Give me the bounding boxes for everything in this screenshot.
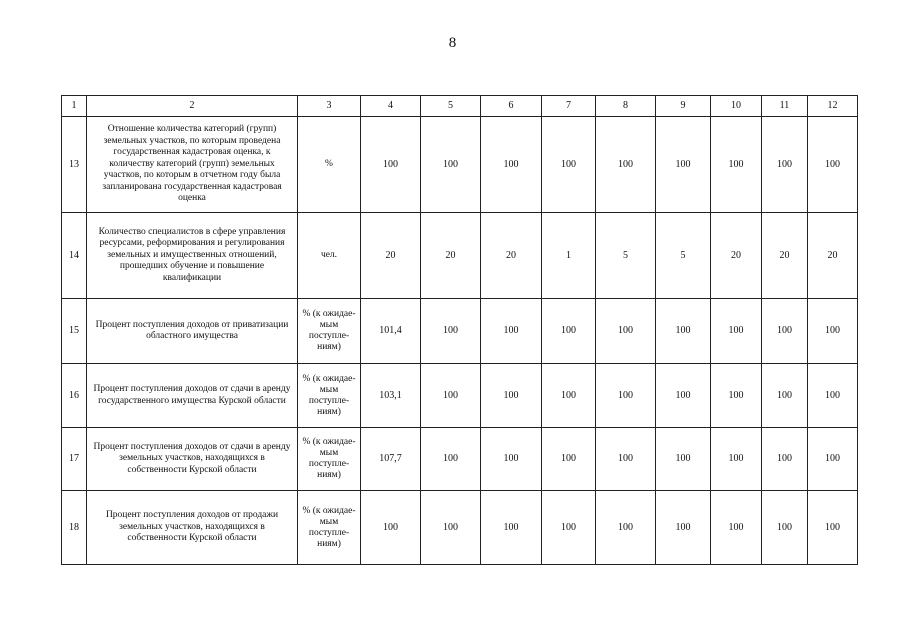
table-cell: 100	[361, 491, 421, 565]
table-cell: 100	[808, 299, 858, 364]
row-unit: чел.	[298, 213, 361, 299]
table-cell: 100	[542, 428, 596, 491]
table-cell: 100	[656, 428, 711, 491]
table-cell: 100	[596, 299, 656, 364]
table-cell: 100	[481, 428, 542, 491]
row-unit: % (к ожидае-мым поступле-ниям)	[298, 299, 361, 364]
row-description: Количество специалистов в сфере управления ресурсами, реформирования и регулирования земельных и имущественных отношений, прошедших обучение и повышение квалификации	[87, 213, 298, 299]
table-cell: 100	[542, 364, 596, 428]
column-header: 1	[62, 96, 87, 117]
table-cell: 100	[711, 299, 762, 364]
table-cell: 100	[421, 364, 481, 428]
table-cell: 100	[596, 428, 656, 491]
table-cell: 100	[421, 117, 481, 213]
column-header: 8	[596, 96, 656, 117]
table-cell: 100	[656, 364, 711, 428]
column-header: 6	[481, 96, 542, 117]
table-cell: 100	[481, 491, 542, 565]
table-cell: 100	[361, 117, 421, 213]
indicators-table	[61, 95, 858, 565]
column-header: 5	[421, 96, 481, 117]
table-row	[62, 299, 858, 364]
table-row	[62, 117, 858, 213]
table-cell: 100	[481, 299, 542, 364]
table-cell: 100	[481, 364, 542, 428]
table-cell: 100	[808, 364, 858, 428]
table-cell: 5	[596, 213, 656, 299]
table-cell: 20	[808, 213, 858, 299]
table-cell: 20	[711, 213, 762, 299]
column-header: 4	[361, 96, 421, 117]
table-cell: 100	[711, 364, 762, 428]
row-unit: % (к ожидае-мым поступле-ниям)	[298, 428, 361, 491]
table-cell: 1	[542, 213, 596, 299]
table-cell: 100	[421, 299, 481, 364]
row-number: 16	[62, 364, 87, 428]
table-cell: 5	[656, 213, 711, 299]
row-number: 14	[62, 213, 87, 299]
table-cell: 20	[762, 213, 808, 299]
table-row	[62, 491, 858, 565]
row-description: Процент поступления доходов от сдачи в аренду государственного имущества Курской области	[87, 364, 298, 428]
row-description: Процент поступления доходов от продажи земельных участков, находящихся в собственности Курской области	[87, 491, 298, 565]
table-cell: 107,7	[361, 428, 421, 491]
table-cell: 100	[656, 299, 711, 364]
table-cell: 100	[711, 428, 762, 491]
column-header: 3	[298, 96, 361, 117]
page-number: 8	[448, 35, 457, 51]
table-row	[62, 428, 858, 491]
table-cell: 100	[596, 364, 656, 428]
table-cell: 100	[421, 428, 481, 491]
table-cell: 103,1	[361, 364, 421, 428]
column-header: 12	[808, 96, 858, 117]
row-description: Отношение количества категорий (групп) земельных участков, по которым проведена государственная кадастровая оценка, к количеству категорий (групп) земельных участков, по которым в отчетном году была запланирована государственная кадастровая оценка	[87, 117, 298, 213]
table-cell: 101,4	[361, 299, 421, 364]
table-header-row	[62, 96, 858, 117]
table-cell: 100	[481, 117, 542, 213]
column-header: 7	[542, 96, 596, 117]
column-header: 10	[711, 96, 762, 117]
table-cell: 100	[762, 491, 808, 565]
table-row	[62, 213, 858, 299]
table-cell: 100	[596, 117, 656, 213]
row-unit: % (к ожидае-мым поступле-ниям)	[298, 491, 361, 565]
table-cell: 100	[596, 491, 656, 565]
column-header: 9	[656, 96, 711, 117]
row-unit: %	[298, 117, 361, 213]
table-cell: 100	[656, 491, 711, 565]
table-cell: 100	[808, 491, 858, 565]
row-description: Процент поступления доходов от сдачи в аренду земельных участков, находящихся в собственности Курской области	[87, 428, 298, 491]
table-cell: 100	[762, 428, 808, 491]
table-cell: 20	[481, 213, 542, 299]
table-cell: 20	[361, 213, 421, 299]
row-number: 13	[62, 117, 87, 213]
table-cell: 20	[421, 213, 481, 299]
table-cell: 100	[542, 491, 596, 565]
table-cell: 100	[762, 299, 808, 364]
table-cell: 100	[762, 364, 808, 428]
table-cell: 100	[542, 299, 596, 364]
table-cell: 100	[711, 117, 762, 213]
column-header: 2	[87, 96, 298, 117]
table-cell: 100	[762, 117, 808, 213]
table-cell: 100	[808, 428, 858, 491]
row-number: 18	[62, 491, 87, 565]
row-number: 15	[62, 299, 87, 364]
table-cell: 100	[656, 117, 711, 213]
table-cell: 100	[808, 117, 858, 213]
table-row	[62, 364, 858, 428]
row-unit: % (к ожидае-мым поступле-ниям)	[298, 364, 361, 428]
row-description: Процент поступления доходов от приватизации областного имущества	[87, 299, 298, 364]
table-cell: 100	[711, 491, 762, 565]
row-number: 17	[62, 428, 87, 491]
table-cell: 100	[542, 117, 596, 213]
column-header: 11	[762, 96, 808, 117]
table-cell: 100	[421, 491, 481, 565]
